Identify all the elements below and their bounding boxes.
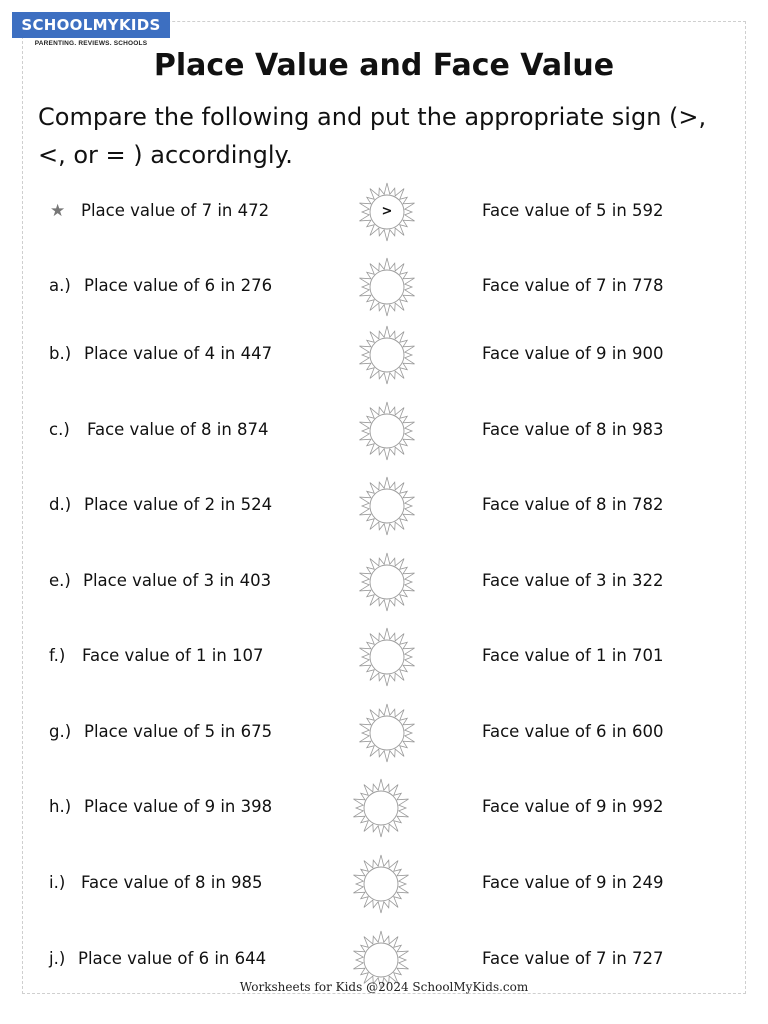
answer-sun-blank[interactable] (356, 324, 418, 386)
question-row (0, 869, 768, 899)
example-answer-sign: > (381, 204, 393, 219)
question-left-text: Face value of 1 in 107 (82, 646, 264, 665)
worksheet-title: Place Value and Face Value (153, 48, 615, 83)
question-right-text: Face value of 7 in 727 (482, 949, 664, 968)
question-row (0, 340, 768, 370)
question-label: h.) (49, 797, 72, 816)
footer-credit: Worksheets for Kids @2024 SchoolMyKids.com (239, 980, 529, 994)
question-left-text: Place value of 2 in 524 (84, 495, 273, 514)
question-label: d.) (49, 495, 72, 514)
question-left-text: Face value of 8 in 985 (81, 873, 263, 892)
question-right-text: Face value of 9 in 900 (482, 344, 664, 363)
question-right-text: Face value of 7 in 778 (482, 276, 664, 295)
question-row (0, 491, 768, 521)
answer-sun-blank[interactable] (356, 626, 418, 688)
logo-tagline: PARENTING. REVIEWS. SCHOOLS (34, 40, 148, 47)
question-right-text: Face value of 6 in 600 (482, 722, 664, 741)
question-right-text: Face value of 1 in 701 (482, 646, 664, 665)
question-row (0, 793, 768, 823)
question-label: a.) (49, 276, 71, 295)
question-row (0, 567, 768, 597)
question-right-text: Face value of 3 in 322 (482, 571, 664, 590)
example-star-icon: ★ (50, 201, 66, 221)
question-label: j.) (49, 949, 66, 968)
question-row (0, 718, 768, 748)
question-row (0, 272, 768, 302)
question-left-text: Place value of 5 in 675 (84, 722, 273, 741)
answer-sun-blank[interactable] (350, 777, 412, 839)
answer-sun-blank[interactable] (356, 475, 418, 537)
question-label: e.) (49, 571, 71, 590)
answer-sun-blank[interactable] (356, 400, 418, 462)
example-right-text: Face value of 5 in 592 (482, 201, 664, 220)
question-right-text: Face value of 8 in 983 (482, 420, 664, 439)
answer-sun-blank[interactable] (356, 256, 418, 318)
example-answer-sun (356, 181, 418, 243)
question-right-text: Face value of 8 in 782 (482, 495, 664, 514)
question-right-text: Face value of 9 in 992 (482, 797, 664, 816)
question-row (0, 945, 768, 975)
example-left-text: Place value of 7 in 472 (81, 201, 270, 220)
answer-sun-blank[interactable] (356, 702, 418, 764)
question-label: g.) (49, 722, 72, 741)
question-left-text: Place value of 9 in 398 (84, 797, 273, 816)
worksheet-instructions: Compare the following and put the appropriate sign (>, <, or = ) accordingly. (38, 103, 707, 169)
question-label: i.) (49, 873, 66, 892)
answer-sun-blank[interactable] (356, 551, 418, 613)
logo-name: SCHOOLMYKIDS (12, 12, 170, 38)
question-left-text: Face value of 8 in 874 (87, 420, 269, 439)
question-row (0, 416, 768, 446)
question-label: c.) (49, 420, 70, 439)
question-left-text: Place value of 4 in 447 (84, 344, 273, 363)
schoolmykids-logo (12, 12, 170, 47)
question-row (0, 642, 768, 672)
question-left-text: Place value of 6 in 276 (84, 276, 273, 295)
example-row (0, 197, 768, 227)
question-left-text: Place value of 3 in 403 (83, 571, 272, 590)
answer-sun-blank[interactable] (350, 853, 412, 915)
question-label: b.) (49, 344, 72, 363)
question-left-text: Place value of 6 in 644 (78, 949, 267, 968)
question-right-text: Face value of 9 in 249 (482, 873, 664, 892)
question-label: f.) (49, 646, 66, 665)
